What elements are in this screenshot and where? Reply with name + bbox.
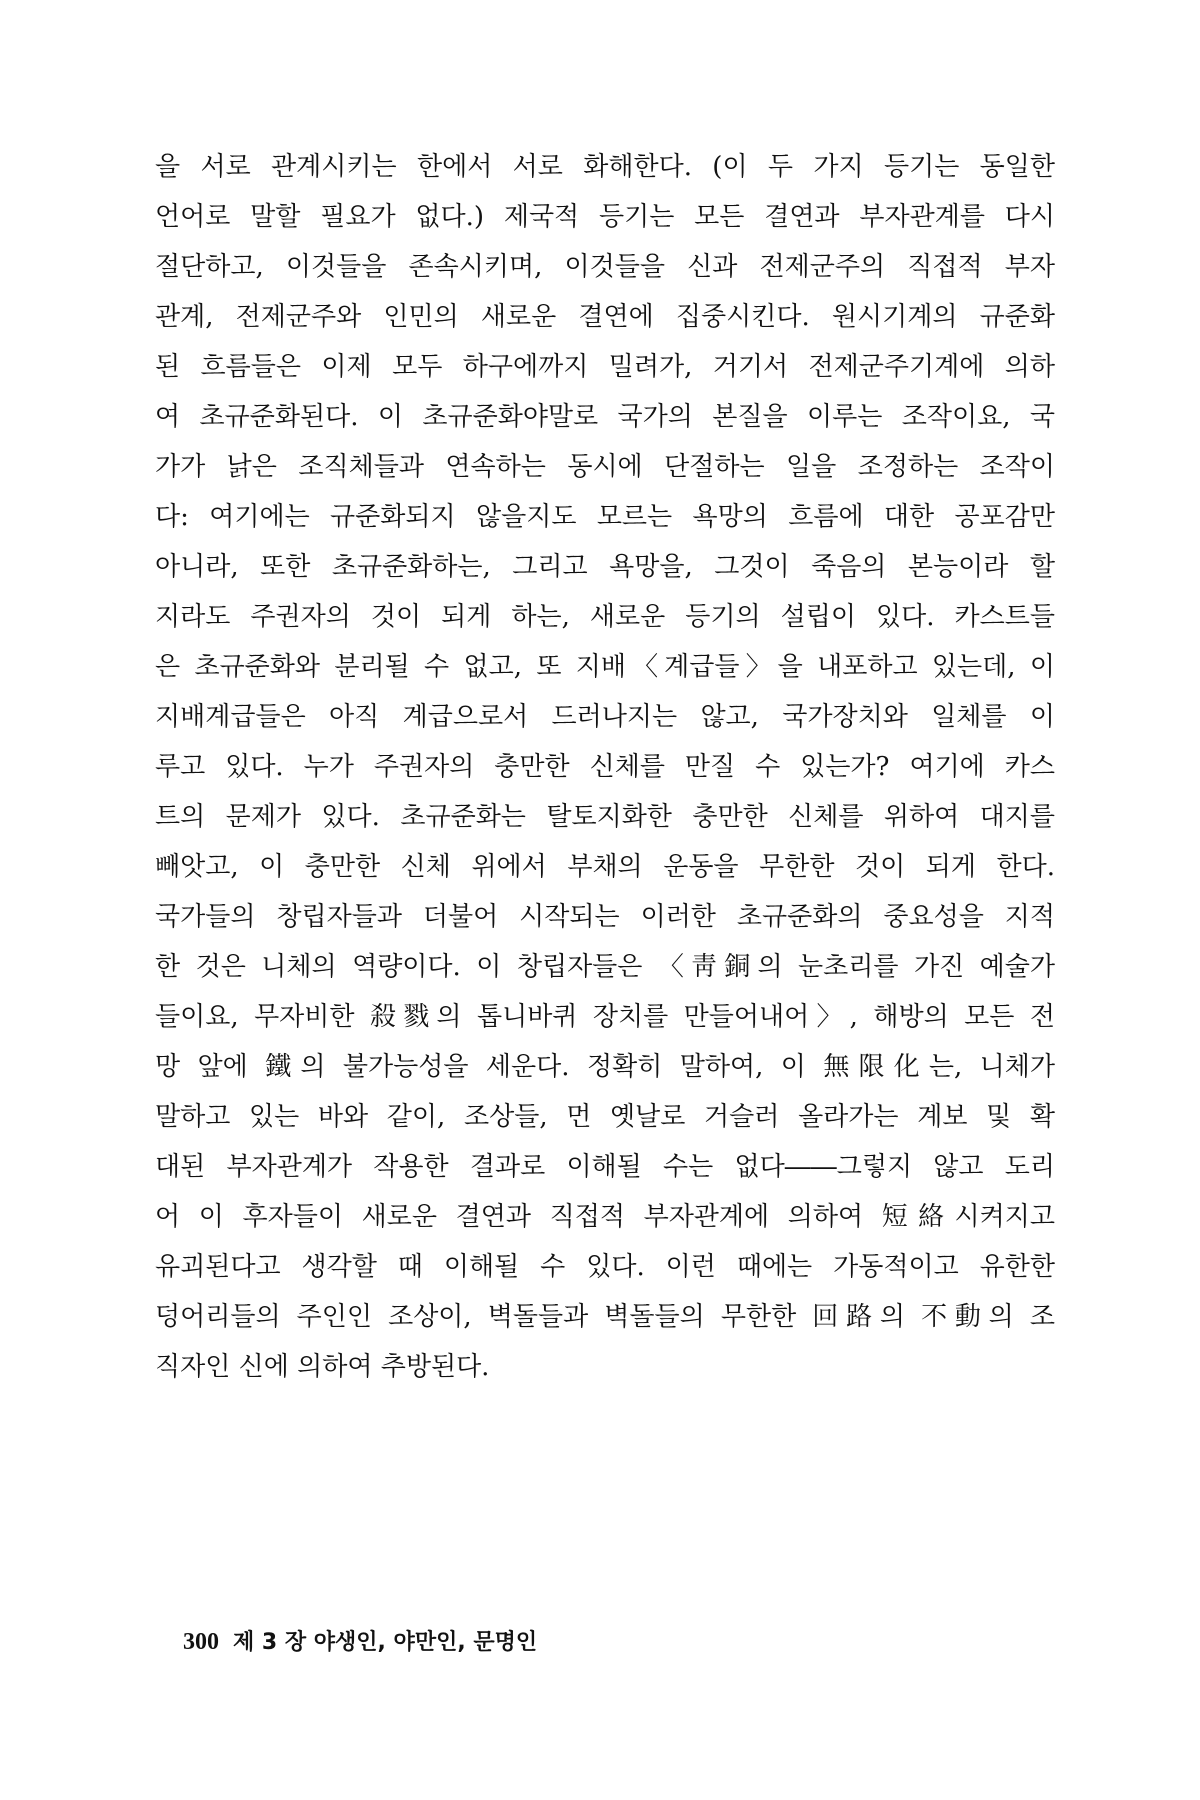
body-paragraph bbox=[155, 142, 1055, 1392]
text-line: 망 앞에 鐵의 불가능성을 세운다. 정확히 말하여, 이 無限化는, 니체가 bbox=[155, 1052, 1055, 1082]
text-line: 아니라, 또한 초규준화하는, 그리고 욕망을, 그것이 죽음의 본능이라 할 bbox=[155, 552, 1055, 582]
text-line: 루고 있다. 누가 주권자의 충만한 신체를 만질 수 있는가? 여기에 카스 bbox=[155, 752, 1055, 782]
text-line: 언어로 말할 필요가 없다.) 제국적 등기는 모든 결연과 부자관계를 다시 bbox=[155, 202, 1055, 232]
page-number: 300 bbox=[183, 1629, 219, 1655]
text-line: 한 것은 니체의 역량이다. 이 창립자들은 〈靑銅의 눈초리를 가진 예술가 bbox=[155, 952, 1055, 982]
text-line: 가가 낡은 조직체들과 연속하는 동시에 단절하는 일을 조정하는 조작이 bbox=[155, 452, 1055, 482]
text-line: 지배계급들은 아직 계급으로서 드러나지는 않고, 국가장치와 일체를 이 bbox=[155, 702, 1055, 732]
text-line: 다: 여기에는 규준화되지 않을지도 모르는 욕망의 흐름에 대한 공포감만 bbox=[155, 502, 1055, 532]
text-line: 어 이 후자들이 새로운 결연과 직접적 부자관계에 의하여 短絡시켜지고 bbox=[155, 1202, 1055, 1232]
text-line: 관계, 전제군주와 인민의 새로운 결연에 집중시킨다. 원시기계의 규준화 bbox=[155, 302, 1055, 332]
text-line: 대된 부자관계가 작용한 결과로 이해될 수는 없다――그렇지 않고 도리 bbox=[155, 1152, 1055, 1182]
text-line: 국가들의 창립자들과 더불어 시작되는 이러한 초규준화의 중요성을 지적 bbox=[155, 902, 1055, 932]
text-line: 덩어리들의 주인인 조상이, 벽돌들과 벽돌들의 무한한 回路의 不動의 조 bbox=[155, 1302, 1055, 1332]
text-line: 을 서로 관계시키는 한에서 서로 화해한다. (이 두 가지 등기는 동일한 bbox=[155, 152, 1055, 182]
text-line: 유괴된다고 생각할 때 이해될 수 있다. 이런 때에는 가동적이고 유한한 bbox=[155, 1252, 1055, 1282]
text-line: 들이요, 무자비한 殺戮의 톱니바퀴 장치를 만들어내어〉, 해방의 모든 전 bbox=[155, 1002, 1055, 1032]
text-line: 트의 문제가 있다. 초규준화는 탈토지화한 충만한 신체를 위하여 대지를 bbox=[155, 802, 1055, 832]
page-footer bbox=[183, 1622, 537, 1662]
running-head: 제 3 장 야생인, 야만인, 문명인 bbox=[233, 1630, 538, 1655]
text-line: 여 초규준화된다. 이 초규준화야말로 국가의 본질을 이루는 조작이요, 국 bbox=[155, 402, 1055, 432]
text-line: 직자인 신에 의하여 추방된다. bbox=[155, 1352, 490, 1382]
text-line: 은 초규준화와 분리될 수 없고, 또 지배〈계급들〉을 내포하고 있는데, 이 bbox=[155, 652, 1055, 682]
text-line: 된 흐름들은 이제 모두 하구에까지 밀려가, 거기서 전제군주기계에 의하 bbox=[155, 352, 1055, 382]
text-line: 절단하고, 이것들을 존속시키며, 이것들을 신과 전제군주의 직접적 부자 bbox=[155, 252, 1055, 282]
text-line: 지라도 주권자의 것이 되게 하는, 새로운 등기의 설립이 있다. 카스트들 bbox=[155, 602, 1055, 632]
text-line: 말하고 있는 바와 같이, 조상들, 먼 옛날로 거슬러 올라가는 계보 및 확 bbox=[155, 1102, 1055, 1132]
text-line: 빼앗고, 이 충만한 신체 위에서 부채의 운동을 무한한 것이 되게 한다. bbox=[155, 852, 1055, 882]
